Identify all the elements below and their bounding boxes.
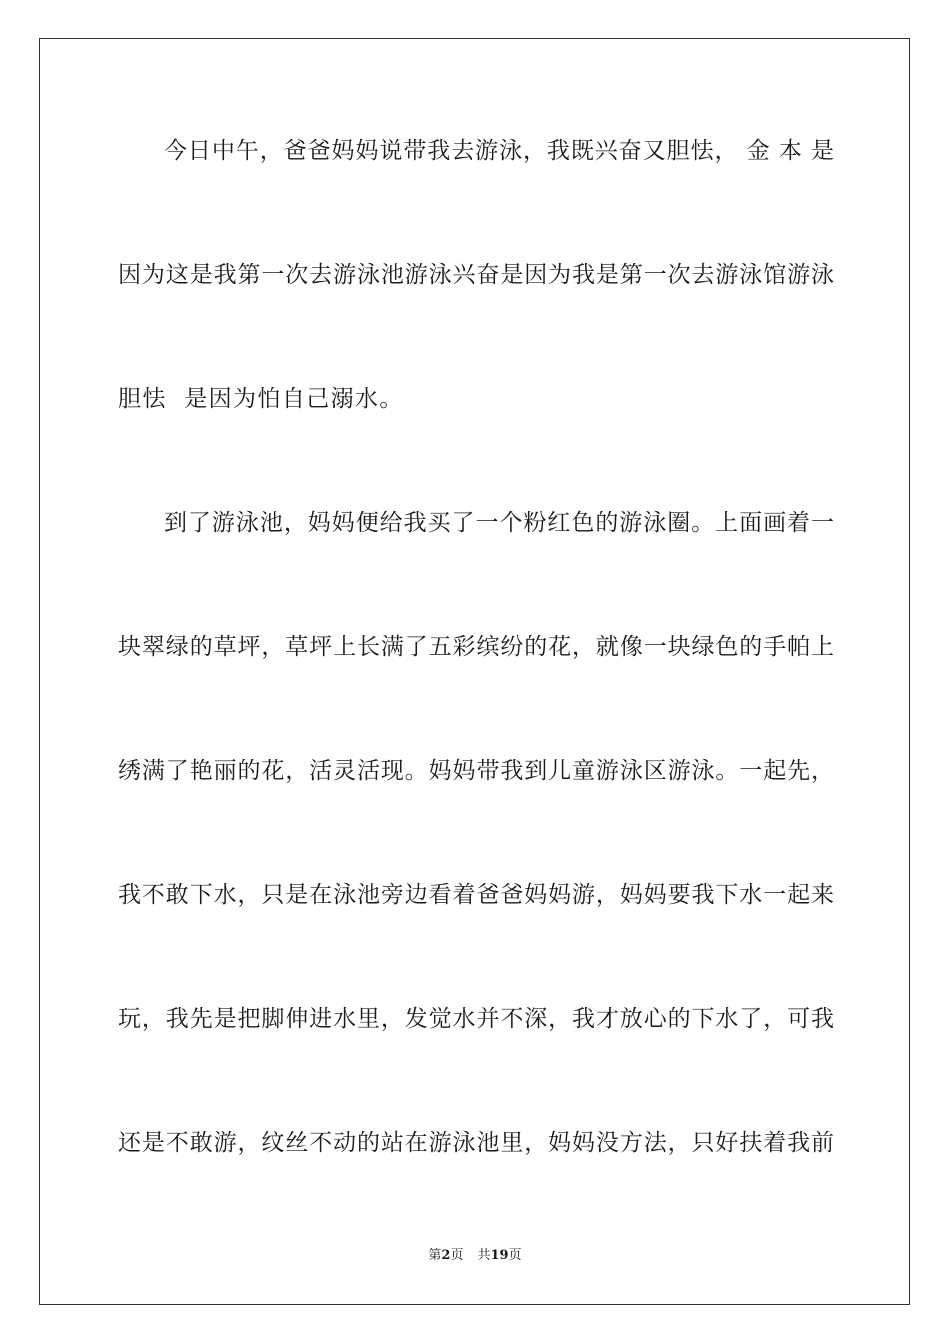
- page-number: 2: [441, 1248, 451, 1263]
- page-prefix: 第: [428, 1248, 442, 1263]
- page-footer: [0, 1248, 950, 1264]
- paragraph-2-line-1: 到了游泳池，妈妈便给我买了一个粉红色的游泳圈。上面画着一: [164, 510, 834, 536]
- page-suffix: 页: [450, 1248, 464, 1263]
- paragraph-2-line-5: 玩，我先是把脚伸进水里，发觉水并不深，我才放心的下水了，可我: [118, 1006, 834, 1032]
- paragraph-2-line-3: 绣满了艳丽的花，活灵活现。妈妈带我到儿童游泳区游泳。一起先，: [118, 758, 834, 784]
- total-suffix: 页: [508, 1248, 522, 1263]
- paragraph-2-line-2: 块翠绿的草坪，草坪上长满了五彩缤纷的花，就像一块绿色的手帕上: [118, 634, 834, 660]
- paragraph-2-line-4: 我不敢下水，只是在泳池旁边看着爸爸妈妈游，妈妈要我下水一起来: [118, 882, 834, 908]
- page-border: [39, 38, 910, 1305]
- total-pages: 19: [490, 1248, 509, 1263]
- total-prefix: 共: [477, 1248, 491, 1263]
- paragraph-1-line-1: 今日中午，爸爸妈妈说带我去游泳，我既兴奋又胆怯， 金 本 是: [164, 138, 834, 164]
- paragraph-1-line-3: 胆怯 是因为怕自己溺水。: [118, 386, 404, 412]
- paragraph-2-line-6: 还是不敢游，纹丝不动的站在游泳池里，妈妈没方法，只好扶着我前: [118, 1130, 834, 1156]
- paragraph-1-line-2: 因为这是我第一次去游泳池游泳兴奋是因为我是第一次去游泳馆游泳: [118, 262, 834, 288]
